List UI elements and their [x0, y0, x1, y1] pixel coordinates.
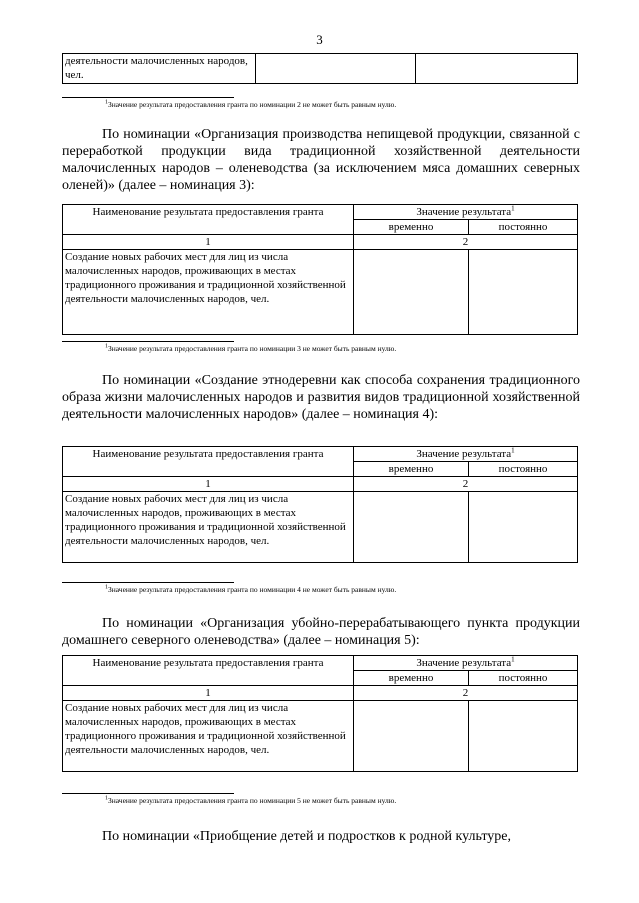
- col-num-1: 1: [63, 686, 354, 701]
- col-name-header: Наименование результата предоставления гранта: [63, 656, 354, 686]
- cell-temp: [354, 250, 469, 335]
- col-temp-header: временно: [354, 462, 469, 477]
- col-num-2: 2: [354, 477, 578, 492]
- top-table: [62, 53, 578, 84]
- col-name-header: Наименование результата предоставления гранта: [63, 447, 354, 477]
- paragraph-nomination-6: По номинации «Приобщение детей и подростков к родной культуре,: [102, 829, 512, 844]
- col-perm-header: постоянно: [469, 220, 578, 235]
- footnote-3: $^1$Значение результата предоставления гранта по номинации 3 не может быть равным нулю.: [105, 343, 397, 353]
- page-number: 3: [316, 32, 323, 47]
- footnote-2: $^1$Значение результата предоставления гранта по номинации 2 не может быть равным нулю.: [105, 99, 397, 109]
- col-num-2: 2: [354, 235, 578, 250]
- row-label: Создание новых рабочих мест для лиц из числа малочисленных народов, проживающих в местах традиционного проживания и традиционной хозяйственной деятельности малочисленных народов, чел.: [63, 492, 354, 563]
- footnote-5: $^1$Значение результата предоставления гранта по номинации 5 не может быть равным нулю.: [105, 795, 397, 805]
- grant-table-4: [62, 446, 578, 563]
- col-value-header: Значение результата$^1$: [354, 447, 578, 462]
- footnote-4: $^1$Значение результата предоставления гранта по номинации 4 не может быть равным нулю.: [105, 584, 397, 594]
- col-name-header: Наименование результата предоставления гранта: [63, 205, 354, 235]
- row-label: Создание новых рабочих мест для лиц из числа малочисленных народов, проживающих в местах традиционного проживания и традиционной хозяйственной деятельности малочисленных народов, чел.: [63, 250, 354, 335]
- row-label: Создание новых рабочих мест для лиц из числа малочисленных народов, проживающих в местах традиционного проживания и традиционной хозяйственной деятельности малочисленных народов, чел.: [63, 701, 354, 772]
- col-num-1: 1: [63, 477, 354, 492]
- top-table-label: деятельности малочисленных народов, чел.: [63, 54, 256, 84]
- col-perm-header: постоянно: [469, 462, 578, 477]
- top-table-cell-temp: [256, 54, 416, 84]
- col-perm-header: постоянно: [469, 671, 578, 686]
- col-num-2: 2: [354, 686, 578, 701]
- top-table-cell-perm: [416, 54, 578, 84]
- cell-perm: [469, 492, 578, 563]
- paragraph-nomination-4: По номинации «Создание этнодеревни как способа сохранения традиционного образа жизни малочисленных народов и развития видов традиционной хозяйственной деятельности малочисленных народов» (далее – номинация 4):: [62, 373, 580, 422]
- col-num-1: 1: [63, 235, 354, 250]
- cell-temp: [354, 701, 469, 772]
- col-temp-header: временно: [354, 220, 469, 235]
- cell-perm: [469, 701, 578, 772]
- grant-table-5: [62, 655, 578, 772]
- cell-perm: [469, 250, 578, 335]
- grant-table-3: [62, 204, 578, 335]
- cell-temp: [354, 492, 469, 563]
- col-value-header: Значение результата$^1$: [354, 205, 578, 220]
- col-value-header: Значение результата$^1$: [354, 656, 578, 671]
- paragraph-nomination-3: По номинации «Организация производства непищевой продукции, связанной с переработкой продукции вида традиционной хозяйственной деятельности малочисленных народов – оленеводства (за исключением мяса домашних северных оленей)» (далее – номинация 3):: [62, 127, 580, 193]
- paragraph-nomination-5: По номинации «Организация убойно-перерабатывающего пункта продукции домашнего северного оленеводства» (далее – номинация 5):: [62, 616, 580, 648]
- col-temp-header: временно: [354, 671, 469, 686]
